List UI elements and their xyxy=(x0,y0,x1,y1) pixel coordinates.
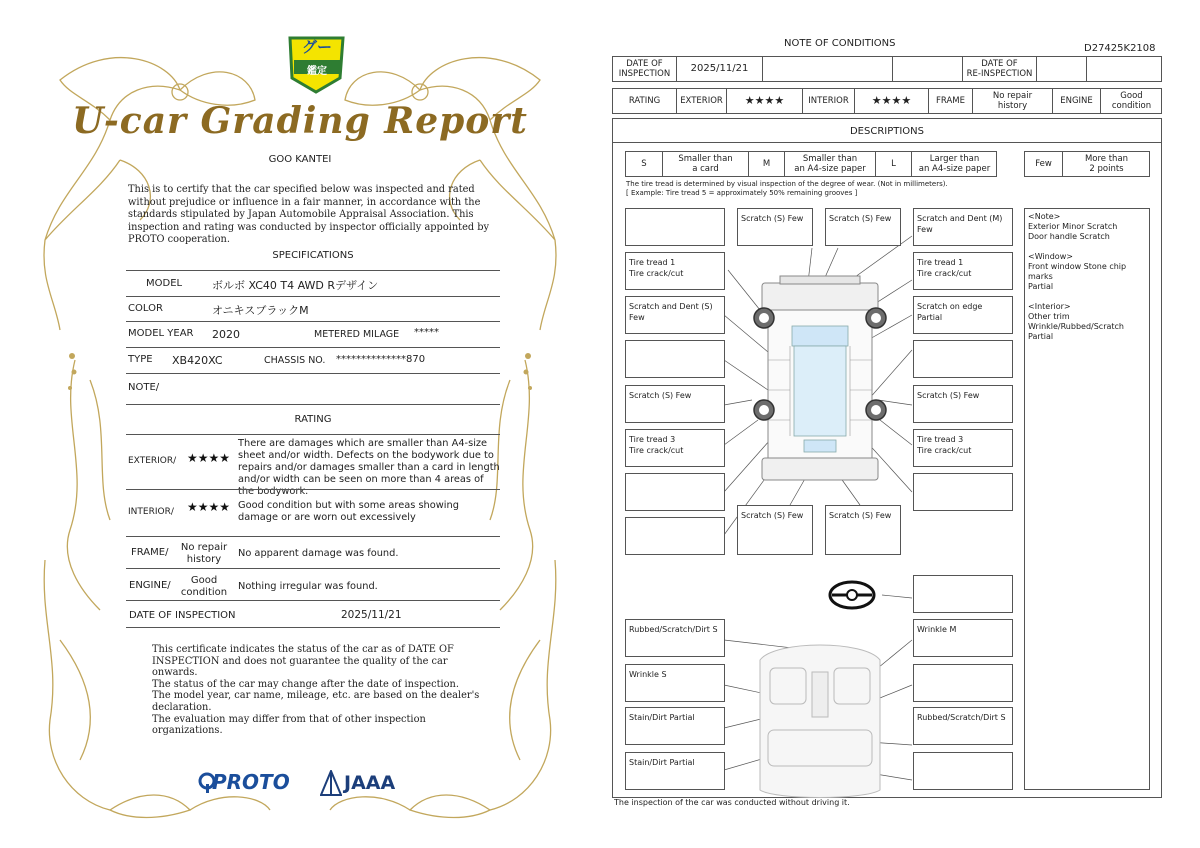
frame-label: FRAME xyxy=(929,89,973,113)
color-value: オニキスブラックM xyxy=(212,304,309,317)
damage-box-tire xyxy=(625,429,725,467)
exterior-label: EXTERIOR xyxy=(677,89,727,113)
chassis-value: **************870 xyxy=(336,354,426,365)
value-line: No repair xyxy=(992,91,1033,101)
notes-heading: <Note> xyxy=(1028,212,1061,221)
note-title: NOTE OF CONDITIONS xyxy=(784,38,896,49)
damage-box: Wrinkle S xyxy=(625,664,725,702)
tire-line: Tire tread 3 xyxy=(917,435,964,444)
legend-line: a card xyxy=(692,164,719,174)
specifications-heading: SPECIFICATIONS xyxy=(272,250,354,261)
engine-label: ENGINE xyxy=(1053,89,1101,113)
damage-box-tire xyxy=(913,252,1013,290)
tread-example: [ Example: Tire tread 5 = approximately 50% remaining grooves ] xyxy=(626,189,858,197)
steering-wheel-icon xyxy=(830,582,874,608)
jaaa-logo: JAAA xyxy=(344,772,396,794)
engine-value-line2: condition xyxy=(180,587,228,598)
notes-heading: <Interior> xyxy=(1028,302,1071,311)
spacer xyxy=(1028,242,1148,252)
damage-box: Scratch (S) Few xyxy=(825,208,901,246)
legend-l: L xyxy=(876,152,912,176)
exterior-stars: ★★★★ xyxy=(727,89,803,113)
proto-logo: PROTO xyxy=(212,770,290,794)
note-footer: The inspection of the car was conducted without driving it. xyxy=(614,798,850,807)
notes-line: Partial xyxy=(1028,282,1054,291)
damage-box: Scratch (S) Few xyxy=(913,385,1013,423)
legend-line: More than xyxy=(1084,154,1129,164)
damage-box-tire xyxy=(913,429,1013,467)
damage-box-empty xyxy=(913,575,1013,613)
damage-box-empty xyxy=(625,517,725,555)
value-line: history xyxy=(997,101,1028,111)
document-id: D27425K2108 xyxy=(1084,43,1156,54)
damage-box: Rubbed/Scratch/Dirt S xyxy=(913,707,1013,745)
engine-label: ENGINE/ xyxy=(129,580,171,591)
badge-label-bottom: 鑑定 xyxy=(307,66,327,77)
notes-line: Wrinkle/Rubbed/Scratch xyxy=(1028,322,1124,331)
damage-box: Stain/Dirt Partial xyxy=(625,707,725,745)
damage-box-empty xyxy=(625,473,725,511)
tire-line: Tire tread 1 xyxy=(917,258,964,267)
notes-line: Partial xyxy=(1028,332,1054,341)
value-line: condition xyxy=(1111,101,1152,111)
divider xyxy=(126,321,500,322)
notes-line: Exterior Minor Scratch xyxy=(1028,222,1118,231)
damage-box-empty xyxy=(913,664,1013,702)
notes-line: Door handle Scratch xyxy=(1028,232,1110,241)
divider xyxy=(126,404,500,405)
exterior-description: There are damages which are smaller than A4-size sheet and/or width. Defects on the bodywork due to repairs and/or damages smaller than a card in length and/or width can be seen on more than 4 areas of the bodywork. xyxy=(238,438,500,497)
tire-line: Tire tread 1 xyxy=(629,258,676,267)
interior-stars: ★★★★ xyxy=(855,89,929,113)
exterior-stars: ★★★★ xyxy=(187,451,231,465)
notes-line: Front window Stone chip marks xyxy=(1028,262,1127,281)
label-line: DATE OF xyxy=(626,59,663,69)
divider xyxy=(126,568,500,569)
date-of-inspection-value: 2025/11/21 xyxy=(677,57,763,81)
footer-line: The status of the car may change after the date of inspection. xyxy=(152,678,459,690)
mileage-label: METERED MILAGE xyxy=(314,329,400,340)
date-of-inspection-value: 2025/11/21 xyxy=(341,609,402,621)
divider xyxy=(126,270,500,271)
jaaa-logo-icon xyxy=(320,770,342,796)
damage-box: Scratch and Dent (S) Few xyxy=(625,296,725,334)
interior-description: Good condition but with some areas showing damage or are worn out excessively xyxy=(238,500,459,523)
damage-box: Scratch (S) Few xyxy=(737,208,813,246)
model-year-label: MODEL YEAR xyxy=(128,328,194,339)
frame-label: FRAME/ xyxy=(131,547,169,558)
damage-box-empty xyxy=(913,752,1013,790)
chassis-label: CHASSIS NO. xyxy=(264,355,326,366)
certificate-intro: This is to certify that the car specified below was inspected and rated without prejudice or influence in a fair manner, in accordance with the standards stipulated by Japan Automobile Appraisal Association. This inspection and rating was conducted by inspector officially appointed by PROTO cooperation. xyxy=(128,184,490,245)
label-line: INSPECTION xyxy=(618,69,671,79)
certificate-subtitle: GOO KANTEI xyxy=(268,154,332,165)
divider xyxy=(126,600,500,601)
model-value: ボルボ XC40 T4 AWD Rデザイン xyxy=(212,279,379,292)
interior-stars: ★★★★ xyxy=(187,500,231,514)
mileage-value: ***** xyxy=(414,327,439,338)
label-line: DATE OF xyxy=(981,59,1018,69)
model-label: MODEL xyxy=(146,278,183,289)
date-of-inspection-label: DATE OF INSPECTION xyxy=(129,610,236,621)
exterior-label: EXTERIOR/ xyxy=(128,456,177,466)
damage-box-empty xyxy=(913,473,1013,511)
damage-box: Scratch on edge Partial xyxy=(913,296,1013,334)
note-of-conditions xyxy=(600,0,1200,848)
damage-box: Wrinkle M xyxy=(913,619,1013,657)
tire-line: Tire crack/cut xyxy=(917,446,972,455)
legend-m: M xyxy=(749,152,785,176)
engine-value xyxy=(176,575,232,599)
damage-box-empty xyxy=(625,208,725,246)
legend-line: 2 points xyxy=(1089,164,1124,174)
interior-label: INTERIOR xyxy=(803,89,855,113)
divider xyxy=(126,536,500,537)
engine-description: Nothing irregular was found. xyxy=(238,581,378,592)
legend-few: Few xyxy=(1025,152,1063,176)
damage-box: Scratch and Dent (M) Few xyxy=(913,208,1013,246)
footer-line: The evaluation may differ from that of other inspection organizations. xyxy=(152,713,426,737)
legend-line: an A4-size paper xyxy=(794,164,866,174)
rating-label: RATING xyxy=(613,89,677,113)
damage-box-empty xyxy=(625,340,725,378)
model-year-value: 2020 xyxy=(212,328,240,341)
legend-line: an A4-size paper xyxy=(918,164,991,174)
legend-line: Smaller than xyxy=(678,154,733,164)
frame-value-line1: No repair xyxy=(180,542,228,553)
damage-box: Scratch (S) Few xyxy=(625,385,725,423)
tire-line: Tire crack/cut xyxy=(629,269,684,278)
damage-box: Scratch (S) Few xyxy=(737,505,813,555)
interior-label: INTERIOR/ xyxy=(128,507,174,517)
rating-heading: RATING xyxy=(294,414,332,425)
divider xyxy=(126,296,500,297)
type-label: TYPE xyxy=(128,354,153,365)
type-value: XB420XC xyxy=(172,354,223,367)
tire-line: Tire tread 3 xyxy=(629,435,676,444)
value-line: Good xyxy=(1120,91,1143,101)
footer-line: This certificate indicates the status of the car as of DATE OF INSPECTION and does not guarantee the quality of the car onwards. xyxy=(152,644,454,679)
notes-heading: <Window> xyxy=(1028,252,1073,261)
notes-line: Other trim xyxy=(1028,312,1070,321)
divider xyxy=(126,434,500,435)
certificate-title: U-car Grading Report xyxy=(72,100,528,142)
legend-line: Larger than xyxy=(929,154,980,164)
badge-label-top: グー xyxy=(301,38,332,56)
footer-line: The model year, car name, mileage, etc. are based on the dealer's declaration. xyxy=(152,690,480,713)
damage-box: Rubbed/Scratch/Dirt S xyxy=(625,619,725,657)
color-label: COLOR xyxy=(128,303,163,314)
divider xyxy=(126,627,500,628)
damage-box: Stain/Dirt Partial xyxy=(625,752,725,790)
damage-box: Scratch (S) Few xyxy=(825,505,901,555)
damage-box-empty xyxy=(913,340,1013,378)
divider xyxy=(126,347,500,348)
notes-content xyxy=(1028,212,1148,342)
tire-line: Tire crack/cut xyxy=(917,269,972,278)
frame-value-line2: history xyxy=(186,554,222,565)
tire-line: Tire crack/cut xyxy=(629,446,684,455)
spacer xyxy=(1028,292,1148,302)
descriptions-heading: DESCRIPTIONS xyxy=(849,126,925,137)
divider xyxy=(126,489,500,490)
divider xyxy=(126,373,500,374)
frame-description: No apparent damage was found. xyxy=(238,548,399,559)
certificate-footer xyxy=(152,644,492,737)
tread-note: The tire tread is determined by visual inspection of the degree of wear. (Not in millimeters). xyxy=(626,180,948,188)
engine-value-line1: Good xyxy=(190,575,218,586)
legend-line: Smaller than xyxy=(802,154,858,164)
legend-s: S xyxy=(626,152,663,176)
damage-box-tire xyxy=(625,252,725,290)
note-label: NOTE/ xyxy=(128,382,160,393)
label-line: RE-INSPECTION xyxy=(966,69,1033,79)
frame-value xyxy=(176,542,232,566)
